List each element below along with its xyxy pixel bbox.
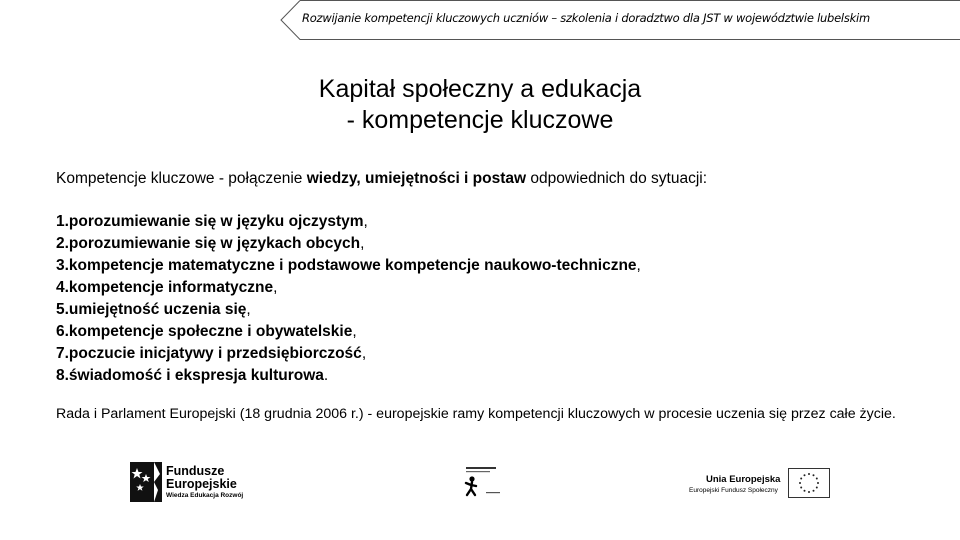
eu-line-2: Europejski Fundusz Społeczny [689, 487, 778, 494]
intro-bold: wiedzy, umiejętności i postaw [306, 170, 527, 187]
competence-label: 1.porozumiewanie się w języku ojczystym [56, 213, 364, 230]
regional-logo [458, 464, 506, 500]
list-item [56, 321, 641, 343]
header-banner [0, 0, 960, 40]
fe-line-1: Fundusze [166, 464, 225, 478]
competence-label: 5.umiejętność uczenia się [56, 301, 247, 318]
separator: , [246, 301, 251, 318]
list-item [56, 277, 641, 299]
eu-flag-icon [788, 468, 830, 498]
intro-text [56, 170, 707, 188]
list-item [56, 211, 641, 233]
source-note: Rada i Parlament Europejski (18 grudnia 2006 r.) - europejskie ramy kompetencji kluczowych w procesie uczenia się przez całe życie. [56, 406, 896, 422]
separator: , [360, 235, 365, 252]
separator: , [273, 279, 278, 296]
competence-label: 3.kompetencje matematyczne i podstawowe kompetencje naukowo-techniczne [56, 257, 637, 274]
title-line-1: Kapitał społeczny a edukacja [318, 75, 642, 103]
separator: , [352, 323, 357, 340]
fe-line-2: Europejskie [166, 477, 237, 491]
fe-emblem-icon [128, 460, 164, 504]
competence-label: 2.porozumiewanie się w językach obcych [56, 235, 361, 252]
eu-line-1: Unia Europejska [706, 474, 781, 485]
separator: , [363, 213, 368, 230]
fundusze-europejskie-logo [128, 460, 268, 504]
list-item [56, 365, 641, 387]
slide-title [200, 74, 760, 136]
separator: . [323, 367, 329, 384]
competence-label: 4.kompetencje informatyczne [56, 279, 274, 296]
competence-label: 8.świadomość i ekspresja kulturowa [56, 367, 324, 384]
eu-logo [688, 468, 838, 500]
list-item [56, 233, 641, 255]
competences-list [56, 211, 641, 387]
intro-suffix: odpowiednich do sytuacji: [526, 170, 708, 187]
list-item [56, 255, 641, 277]
list-item [56, 343, 641, 365]
separator: , [361, 345, 367, 362]
banner-text: Rozwijanie kompetencji kluczowych uczniów – szkolenia i doradztwo dla JST w województwie lubelskim [302, 11, 870, 25]
intro-prefix: Kompetencje kluczowe - połączenie [56, 170, 307, 187]
running-figure-icon [458, 464, 506, 500]
competence-label: 7.poczucie inicjatywy i przedsiębiorczość [56, 345, 362, 362]
title-line-2: - kompetencje kluczowe [346, 106, 614, 134]
separator: , [636, 257, 641, 274]
fe-line-3: Wiedza Edukacja Rozwój [166, 492, 244, 499]
list-item [56, 299, 641, 321]
competence-label: 6.kompetencje społeczne i obywatelskie [56, 323, 353, 340]
